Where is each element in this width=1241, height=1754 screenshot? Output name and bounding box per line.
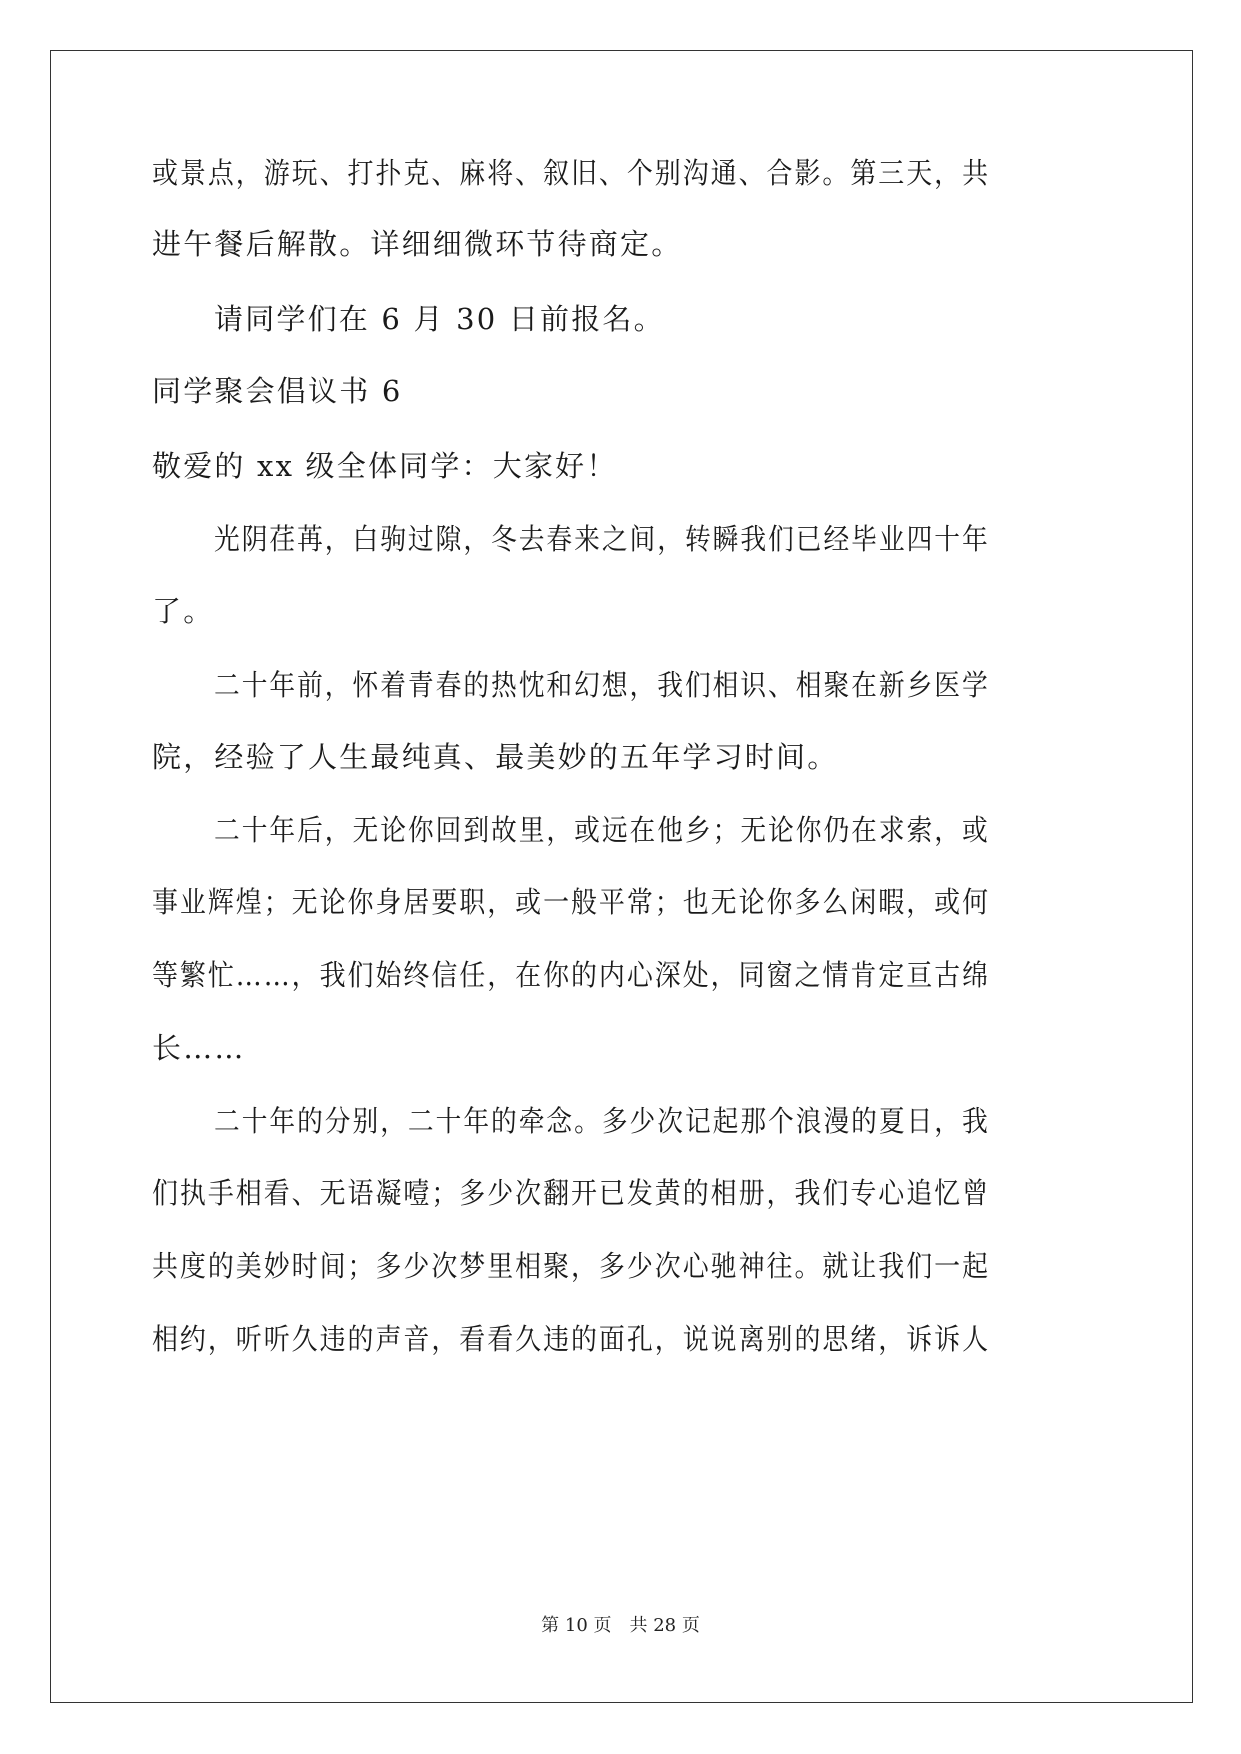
text-line: 进午餐后解散。详细细微环节待商定。 xyxy=(152,227,683,261)
text-line: 二十年后，无论你回到故里，或远在他乡；无论你仍在求索，或 xyxy=(214,813,990,847)
page-border xyxy=(50,50,1193,1703)
text-line: 院，经验了人生最纯真、最美妙的五年学习时间。 xyxy=(152,740,839,774)
text-line: 二十年前，怀着青春的热忱和幻想，我们相识、相聚在新乡医学 xyxy=(214,668,990,702)
text-line: 事业辉煌；无论你身居要职，或一般平常；也无论你多么闲暇，或何 xyxy=(152,885,991,919)
text-line: 二十年的分别，二十年的牵念。多少次记起那个浪漫的夏日，我 xyxy=(214,1104,990,1138)
text-line: 或景点，游玩、打扑克、麻将、叙旧、个别沟通、合影。第三天，共 xyxy=(152,156,991,190)
text-line: 相约，听听久违的声音，看看久违的面孔，说说离别的思绪，诉诉人 xyxy=(152,1322,991,1356)
salutation: 敬爱的 xx 级全体同学：大家好！ xyxy=(152,449,618,483)
text-line: 长…… xyxy=(152,1031,246,1065)
text-line: 共度的美妙时间；多少次梦里相聚，多少次心驰神往。就让我们一起 xyxy=(152,1249,991,1283)
text-line: 等繁忙……，我们始终信任，在你的内心深处，同窗之情肯定亘古绵 xyxy=(152,958,991,992)
text-line: 了。 xyxy=(152,594,215,628)
text-line: 们执手相看、无语凝噎；多少次翻开已发黄的相册，我们专心追忆曾 xyxy=(152,1176,991,1210)
page-footer xyxy=(0,1611,1241,1637)
text-line: 请同学们在 6 月 30 日前报名。 xyxy=(214,302,665,336)
text-line: 光阴荏苒，白驹过隙，冬去春来之间，转瞬我们已经毕业四十年 xyxy=(214,522,990,556)
section-heading: 同学聚会倡议书 6 xyxy=(152,374,403,408)
page-number-label: 第 10 页 共 28 页 xyxy=(541,1615,700,1636)
